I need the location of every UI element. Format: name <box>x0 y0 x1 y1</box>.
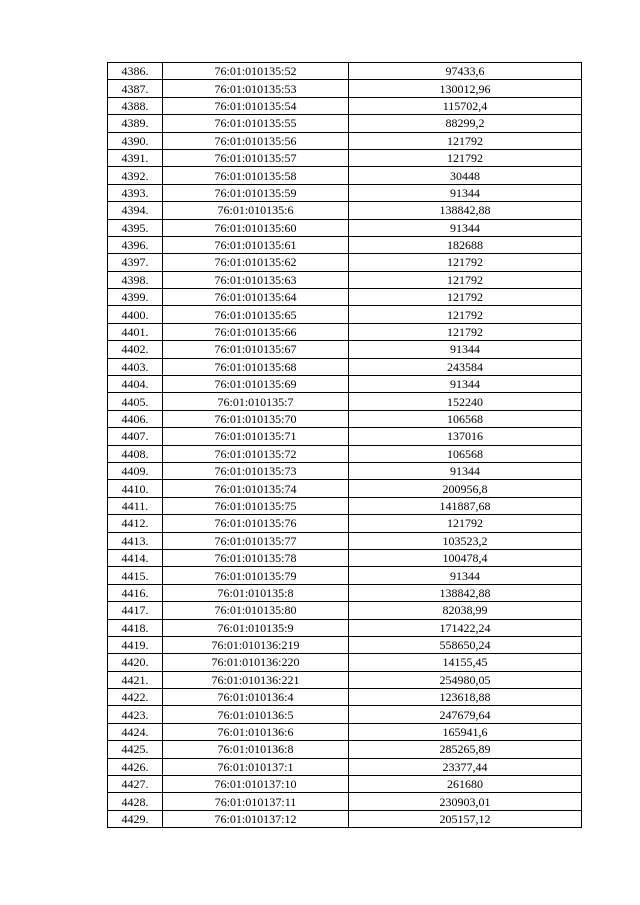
cadastral-value-cell: 121792 <box>349 132 582 149</box>
cadastral-number-cell: 76:01:010135:76 <box>163 515 349 532</box>
row-number-cell: 4397. <box>108 254 163 271</box>
row-number-cell: 4396. <box>108 236 163 253</box>
cadastral-value-cell: 91344 <box>349 341 582 358</box>
cadastral-number-cell: 76:01:010135:79 <box>163 567 349 584</box>
cadastral-value-cell: 200956,8 <box>349 480 582 497</box>
row-number-cell: 4395. <box>108 219 163 236</box>
table-row <box>108 706 582 723</box>
row-number-cell: 4387. <box>108 80 163 97</box>
table-row <box>108 63 582 80</box>
cadastral-number-cell: 76:01:010135:52 <box>163 63 349 80</box>
row-number-cell: 4422. <box>108 689 163 706</box>
table-row <box>108 376 582 393</box>
cadastral-number-cell: 76:01:010135:62 <box>163 254 349 271</box>
table-row <box>108 689 582 706</box>
cadastral-value-cell: 165941,6 <box>349 723 582 740</box>
cadastral-number-cell: 76:01:010135:9 <box>163 619 349 636</box>
table-row <box>108 723 582 740</box>
cadastral-number-cell: 76:01:010135:58 <box>163 167 349 184</box>
row-number-cell: 4424. <box>108 723 163 740</box>
cadastral-value-cell: 121792 <box>349 254 582 271</box>
table-row <box>108 567 582 584</box>
row-number-cell: 4406. <box>108 410 163 427</box>
cadastral-value-cell: 91344 <box>349 219 582 236</box>
row-number-cell: 4423. <box>108 706 163 723</box>
cadastral-value-cell: 123618,88 <box>349 689 582 706</box>
cadastral-number-cell: 76:01:010136:8 <box>163 741 349 758</box>
cadastral-value-cell: 171422,24 <box>349 619 582 636</box>
cadastral-value-cell: 30448 <box>349 167 582 184</box>
cadastral-value-cell: 106568 <box>349 445 582 462</box>
table-row <box>108 97 582 114</box>
cadastral-value-cell: 88299,2 <box>349 115 582 132</box>
table-row <box>108 358 582 375</box>
table-row <box>108 167 582 184</box>
row-number-cell: 4394. <box>108 202 163 219</box>
row-number-cell: 4425. <box>108 741 163 758</box>
cadastral-value-table <box>107 62 582 828</box>
cadastral-value-cell: 97433,6 <box>349 63 582 80</box>
cadastral-value-cell: 121792 <box>349 323 582 340</box>
cadastral-value-cell: 152240 <box>349 393 582 410</box>
cadastral-value-cell: 243584 <box>349 358 582 375</box>
table-row <box>108 549 582 566</box>
cadastral-number-cell: 76:01:010137:10 <box>163 776 349 793</box>
row-number-cell: 4407. <box>108 428 163 445</box>
row-number-cell: 4416. <box>108 584 163 601</box>
cadastral-number-cell: 76:01:010135:69 <box>163 376 349 393</box>
cadastral-number-cell: 76:01:010136:4 <box>163 689 349 706</box>
table-row <box>108 462 582 479</box>
cadastral-value-cell: 103523,2 <box>349 532 582 549</box>
cadastral-number-cell: 76:01:010135:56 <box>163 132 349 149</box>
row-number-cell: 4418. <box>108 619 163 636</box>
table-row <box>108 793 582 810</box>
cadastral-number-cell: 76:01:010137:12 <box>163 810 349 827</box>
table-row <box>108 671 582 688</box>
cadastral-value-cell: 205157,12 <box>349 810 582 827</box>
row-number-cell: 4388. <box>108 97 163 114</box>
cadastral-number-cell: 76:01:010135:7 <box>163 393 349 410</box>
row-number-cell: 4409. <box>108 462 163 479</box>
cadastral-number-cell: 76:01:010135:78 <box>163 549 349 566</box>
row-number-cell: 4392. <box>108 167 163 184</box>
cadastral-number-cell: 76:01:010135:73 <box>163 462 349 479</box>
table-row <box>108 80 582 97</box>
row-number-cell: 4405. <box>108 393 163 410</box>
cadastral-number-cell: 76:01:010136:220 <box>163 654 349 671</box>
cadastral-value-cell: 115702,4 <box>349 97 582 114</box>
cadastral-value-cell: 141887,68 <box>349 497 582 514</box>
cadastral-number-cell: 76:01:010135:64 <box>163 289 349 306</box>
row-number-cell: 4408. <box>108 445 163 462</box>
cadastral-value-cell: 91344 <box>349 184 582 201</box>
cadastral-number-cell: 76:01:010136:5 <box>163 706 349 723</box>
cadastral-number-cell: 76:01:010135:72 <box>163 445 349 462</box>
cadastral-number-cell: 76:01:010135:74 <box>163 480 349 497</box>
cadastral-value-cell: 106568 <box>349 410 582 427</box>
cadastral-number-cell: 76:01:010136:6 <box>163 723 349 740</box>
cadastral-number-cell: 76:01:010135:63 <box>163 271 349 288</box>
cadastral-value-cell: 23377,44 <box>349 758 582 775</box>
cadastral-value-cell: 121792 <box>349 149 582 166</box>
cadastral-number-cell: 76:01:010135:53 <box>163 80 349 97</box>
table-row <box>108 602 582 619</box>
cadastral-value-cell: 137016 <box>349 428 582 445</box>
table-row <box>108 323 582 340</box>
cadastral-value-cell: 230903,01 <box>349 793 582 810</box>
cadastral-number-cell: 76:01:010135:61 <box>163 236 349 253</box>
row-number-cell: 4401. <box>108 323 163 340</box>
cadastral-value-cell: 182688 <box>349 236 582 253</box>
cadastral-number-cell: 76:01:010136:221 <box>163 671 349 688</box>
row-number-cell: 4429. <box>108 810 163 827</box>
table-row <box>108 619 582 636</box>
cadastral-number-cell: 76:01:010135:66 <box>163 323 349 340</box>
cadastral-number-cell: 76:01:010135:8 <box>163 584 349 601</box>
cadastral-number-cell: 76:01:010137:1 <box>163 758 349 775</box>
row-number-cell: 4386. <box>108 63 163 80</box>
cadastral-number-cell: 76:01:010137:11 <box>163 793 349 810</box>
row-number-cell: 4426. <box>108 758 163 775</box>
row-number-cell: 4389. <box>108 115 163 132</box>
table-row <box>108 776 582 793</box>
table-row <box>108 271 582 288</box>
table-row <box>108 219 582 236</box>
row-number-cell: 4427. <box>108 776 163 793</box>
row-number-cell: 4399. <box>108 289 163 306</box>
table-row <box>108 184 582 201</box>
cadastral-value-cell: 121792 <box>349 306 582 323</box>
table-row <box>108 428 582 445</box>
cadastral-number-cell: 76:01:010135:80 <box>163 602 349 619</box>
cadastral-value-cell: 558650,24 <box>349 636 582 653</box>
row-number-cell: 4413. <box>108 532 163 549</box>
cadastral-number-cell: 76:01:010135:71 <box>163 428 349 445</box>
cadastral-value-cell: 130012,96 <box>349 80 582 97</box>
cadastral-number-cell: 76:01:010135:54 <box>163 97 349 114</box>
table-row <box>108 149 582 166</box>
table-row <box>108 532 582 549</box>
row-number-cell: 4417. <box>108 602 163 619</box>
table-row <box>108 480 582 497</box>
table-row <box>108 115 582 132</box>
table-row <box>108 341 582 358</box>
cadastral-number-cell: 76:01:010135:77 <box>163 532 349 549</box>
row-number-cell: 4402. <box>108 341 163 358</box>
cadastral-value-cell: 100478,4 <box>349 549 582 566</box>
row-number-cell: 4410. <box>108 480 163 497</box>
table-row <box>108 289 582 306</box>
row-number-cell: 4421. <box>108 671 163 688</box>
cadastral-number-cell: 76:01:010135:70 <box>163 410 349 427</box>
cadastral-value-cell: 121792 <box>349 289 582 306</box>
cadastral-value-cell: 247679,64 <box>349 706 582 723</box>
cadastral-number-cell: 76:01:010135:68 <box>163 358 349 375</box>
table-row <box>108 584 582 601</box>
cadastral-number-cell: 76:01:010135:67 <box>163 341 349 358</box>
row-number-cell: 4390. <box>108 132 163 149</box>
row-number-cell: 4400. <box>108 306 163 323</box>
cadastral-value-cell: 91344 <box>349 567 582 584</box>
cadastral-number-cell: 76:01:010135:57 <box>163 149 349 166</box>
row-number-cell: 4391. <box>108 149 163 166</box>
cadastral-value-cell: 138842,88 <box>349 584 582 601</box>
row-number-cell: 4414. <box>108 549 163 566</box>
row-number-cell: 4412. <box>108 515 163 532</box>
table-row <box>108 410 582 427</box>
table-row <box>108 636 582 653</box>
table-row <box>108 236 582 253</box>
cadastral-value-cell: 121792 <box>349 271 582 288</box>
cadastral-value-cell: 14155,45 <box>349 654 582 671</box>
row-number-cell: 4404. <box>108 376 163 393</box>
table-row <box>108 306 582 323</box>
table-row <box>108 758 582 775</box>
cadastral-value-cell: 82038,99 <box>349 602 582 619</box>
cadastral-value-cell: 261680 <box>349 776 582 793</box>
table-row <box>108 393 582 410</box>
cadastral-value-cell: 138842,88 <box>349 202 582 219</box>
table-row <box>108 741 582 758</box>
table-row <box>108 132 582 149</box>
row-number-cell: 4398. <box>108 271 163 288</box>
table-row <box>108 445 582 462</box>
row-number-cell: 4419. <box>108 636 163 653</box>
cadastral-number-cell: 76:01:010136:219 <box>163 636 349 653</box>
row-number-cell: 4420. <box>108 654 163 671</box>
table-row <box>108 810 582 827</box>
row-number-cell: 4428. <box>108 793 163 810</box>
table-row <box>108 497 582 514</box>
cadastral-value-cell: 254980,05 <box>349 671 582 688</box>
cadastral-value-cell: 121792 <box>349 515 582 532</box>
cadastral-number-cell: 76:01:010135:55 <box>163 115 349 132</box>
table-row <box>108 515 582 532</box>
table-row <box>108 654 582 671</box>
cadastral-number-cell: 76:01:010135:60 <box>163 219 349 236</box>
cadastral-value-cell: 91344 <box>349 376 582 393</box>
row-number-cell: 4415. <box>108 567 163 584</box>
cadastral-number-cell: 76:01:010135:59 <box>163 184 349 201</box>
row-number-cell: 4393. <box>108 184 163 201</box>
cadastral-number-cell: 76:01:010135:75 <box>163 497 349 514</box>
cadastral-number-cell: 76:01:010135:65 <box>163 306 349 323</box>
cadastral-number-cell: 76:01:010135:6 <box>163 202 349 219</box>
table-body <box>108 63 582 828</box>
cadastral-value-cell: 285265,89 <box>349 741 582 758</box>
table-row <box>108 254 582 271</box>
row-number-cell: 4411. <box>108 497 163 514</box>
cadastral-value-cell: 91344 <box>349 462 582 479</box>
table-row <box>108 202 582 219</box>
row-number-cell: 4403. <box>108 358 163 375</box>
